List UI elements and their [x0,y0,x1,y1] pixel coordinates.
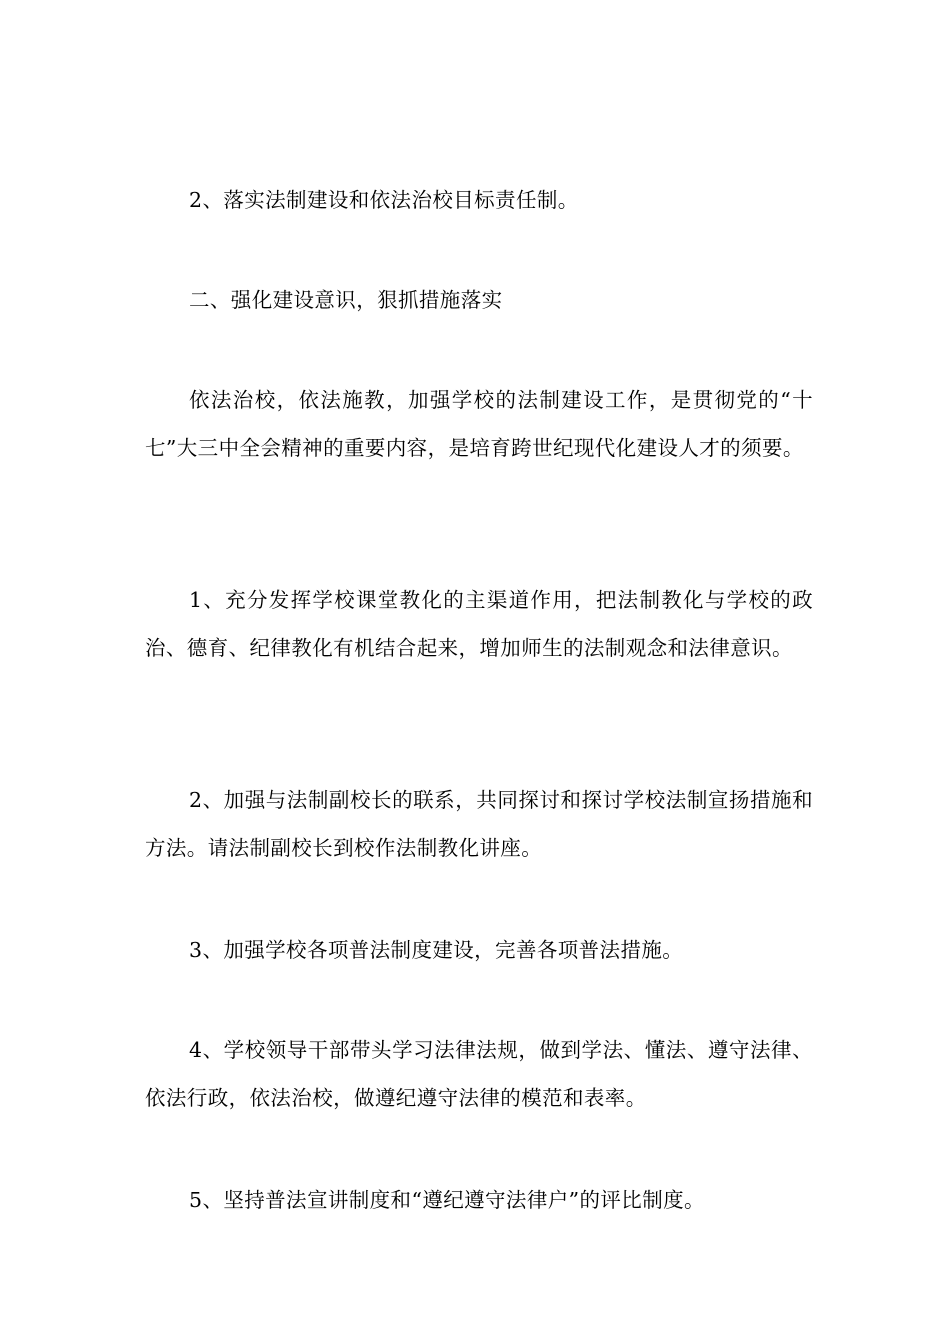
paragraph-item-2: 2、加强与法制副校长的联系，共同探讨和探讨学校法制宣扬措施和方法。请法制副校长到校作法制教化讲座。 [145,788,813,860]
section-heading-2: 二、强化建设意识，狠抓措施落实 [189,288,503,312]
paragraph-item-3: 3、加强学校各项普法制度建设，完善各项普法措施。 [189,938,684,962]
paragraph-responsibility-system: 2、落实法制建设和依法治校目标责任制。 [189,188,579,212]
paragraph-intro: 依法治校，依法施教，加强学校的法制建设工作，是贯彻党的“十七”大三中全会精神的重要内容，是培育跨世纪现代化建设人才的须要。 [145,388,813,460]
paragraph-item-5: 5、坚持普法宣讲制度和“遵纪遵守法律户”的评比制度。 [189,1188,705,1212]
paragraph-item-4: 4、学校领导干部带头学习法律法规，做到学法、懂法、遵守法律、依法行政，依法治校，做遵纪遵守法律的模范和表率。 [145,1038,813,1110]
paragraph-item-1: 1、充分发挥学校课堂教化的主渠道作用，把法制教化与学校的政治、德育、纪律教化有机结合起来，增加师生的法制观念和法律意识。 [145,588,813,660]
